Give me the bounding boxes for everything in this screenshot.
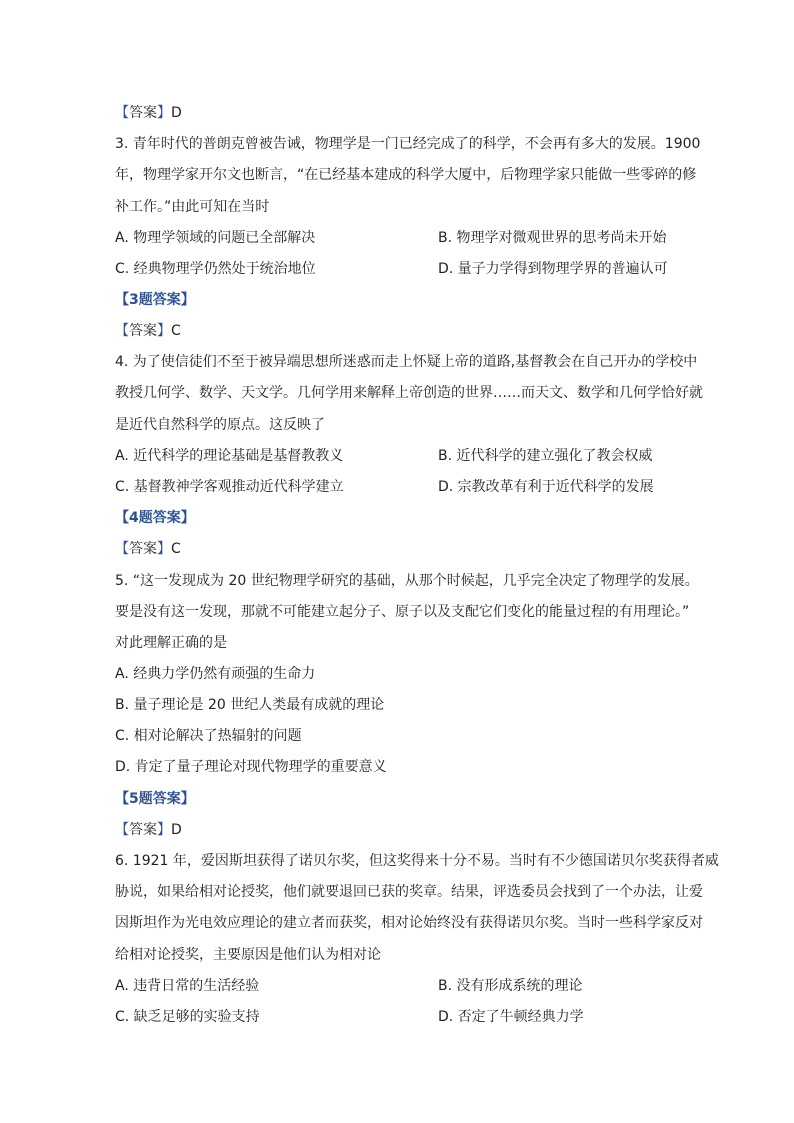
answer-label: 答案 [129, 822, 157, 838]
question-3-line-3: 补工作。”由此可知在当时 [115, 199, 270, 215]
q5-option-a: A. 经典力学仍然有顽强的生命力 [115, 666, 316, 682]
q5-option-c: C. 相对论解决了热辐射的问题 [115, 728, 302, 744]
q3-option-b: B. 物理学对微观世界的思考尚未开始 [438, 230, 667, 246]
q4-option-b: B. 近代科学的建立强化了教会权威 [438, 448, 653, 464]
question-5-line-2: 要是没有这一发现，那就不可能建立起分子、原子以及支配它们变化的能量过程的有用理论。” [115, 604, 690, 620]
answer-line-q2: 【答案】D [115, 105, 182, 121]
q5-answer-heading: 【5题答案】 [115, 791, 195, 807]
question-3-line-1: 3. 青年时代的普朗克曾被告诫，物理学是一门已经完成了的科学，不会再有多大的发展。1900 [115, 136, 701, 152]
question-5-line-1: 5. “这一发现成为 20 世纪物理学研究的基础，从那个时候起，几乎完全决定了物理学的发展。 [115, 573, 699, 589]
question-4-line-1: 4. 为了使信徒们不至于被异端思想所迷惑而走上怀疑上帝的道路,基督教会在自己开办的学校中 [115, 354, 698, 370]
answer-label: 答案 [129, 105, 157, 121]
question-6-line-4: 给相对论授奖，主要原因是他们认为相对论 [115, 947, 381, 963]
q4-answer-heading: 【4题答案】 [115, 510, 195, 526]
answer-line-q5: 【答案】D [115, 822, 182, 838]
answer-value: D [171, 822, 182, 838]
q3-option-d: D. 量子力学得到物理学界的普遍认可 [438, 261, 668, 277]
answer-line-q3: 【答案】C [115, 323, 181, 339]
q4-option-c: C. 基督教神学客观推动近代科学建立 [115, 479, 344, 495]
q4-option-a: A. 近代科学的理论基础是基督教教义 [115, 448, 344, 464]
q5-option-d: D. 肯定了量子理论对现代物理学的重要意义 [115, 759, 387, 775]
question-6-line-3: 因斯坦作为光电效应理论的建立者而获奖，相对论始终没有获得诺贝尔奖。当时一些科学家反对 [115, 915, 703, 931]
q4-option-d: D. 宗教改革有利于近代科学的发展 [438, 479, 654, 495]
q6-option-c: C. 缺乏足够的实验支持 [115, 1009, 260, 1025]
q5-option-b: B. 量子理论是 20 世纪人类最有成就的理论 [115, 697, 385, 713]
q3-option-c: C. 经典物理学仍然处于统治地位 [115, 261, 316, 277]
q3-answer-heading: 【3题答案】 [115, 292, 195, 308]
question-5-line-3: 对此理解正确的是 [115, 635, 227, 651]
q6-option-a: A. 违背日常的生活经验 [115, 978, 260, 994]
question-4-line-2: 教授几何学、数学、天文学。几何学用来解释上帝创造的世界……而天文、数学和几何学恰好就 [115, 385, 703, 401]
question-6-line-2: 胁说，如果给相对论授奖，他们就要退回已获的奖章。结果，评选委员会找到了一个办法，让爱 [115, 884, 703, 900]
answer-value: C [171, 323, 181, 339]
answer-label: 答案 [129, 323, 157, 339]
answer-label: 答案 [129, 541, 157, 557]
q6-option-b: B. 没有形成系统的理论 [438, 978, 583, 994]
question-6-line-1: 6. 1921 年，爱因斯坦获得了诺贝尔奖，但这奖得来十分不易。当时有不少德国诺贝尔奖获得者威 [115, 853, 719, 869]
question-4-line-3: 是近代自然科学的原点。这反映了 [115, 417, 325, 433]
question-3-line-2: 年，物理学家开尔文也断言，“在已经基本建成的科学大厦中，后物理学家只能做一些零碎的修 [115, 167, 697, 183]
answer-value: C [171, 541, 181, 557]
q6-option-d: D. 否定了牛顿经典力学 [438, 1009, 584, 1025]
answer-value: D [171, 105, 182, 121]
answer-line-q4: 【答案】C [115, 541, 181, 557]
q3-option-a: A. 物理学领域的问题已全部解决 [115, 230, 316, 246]
